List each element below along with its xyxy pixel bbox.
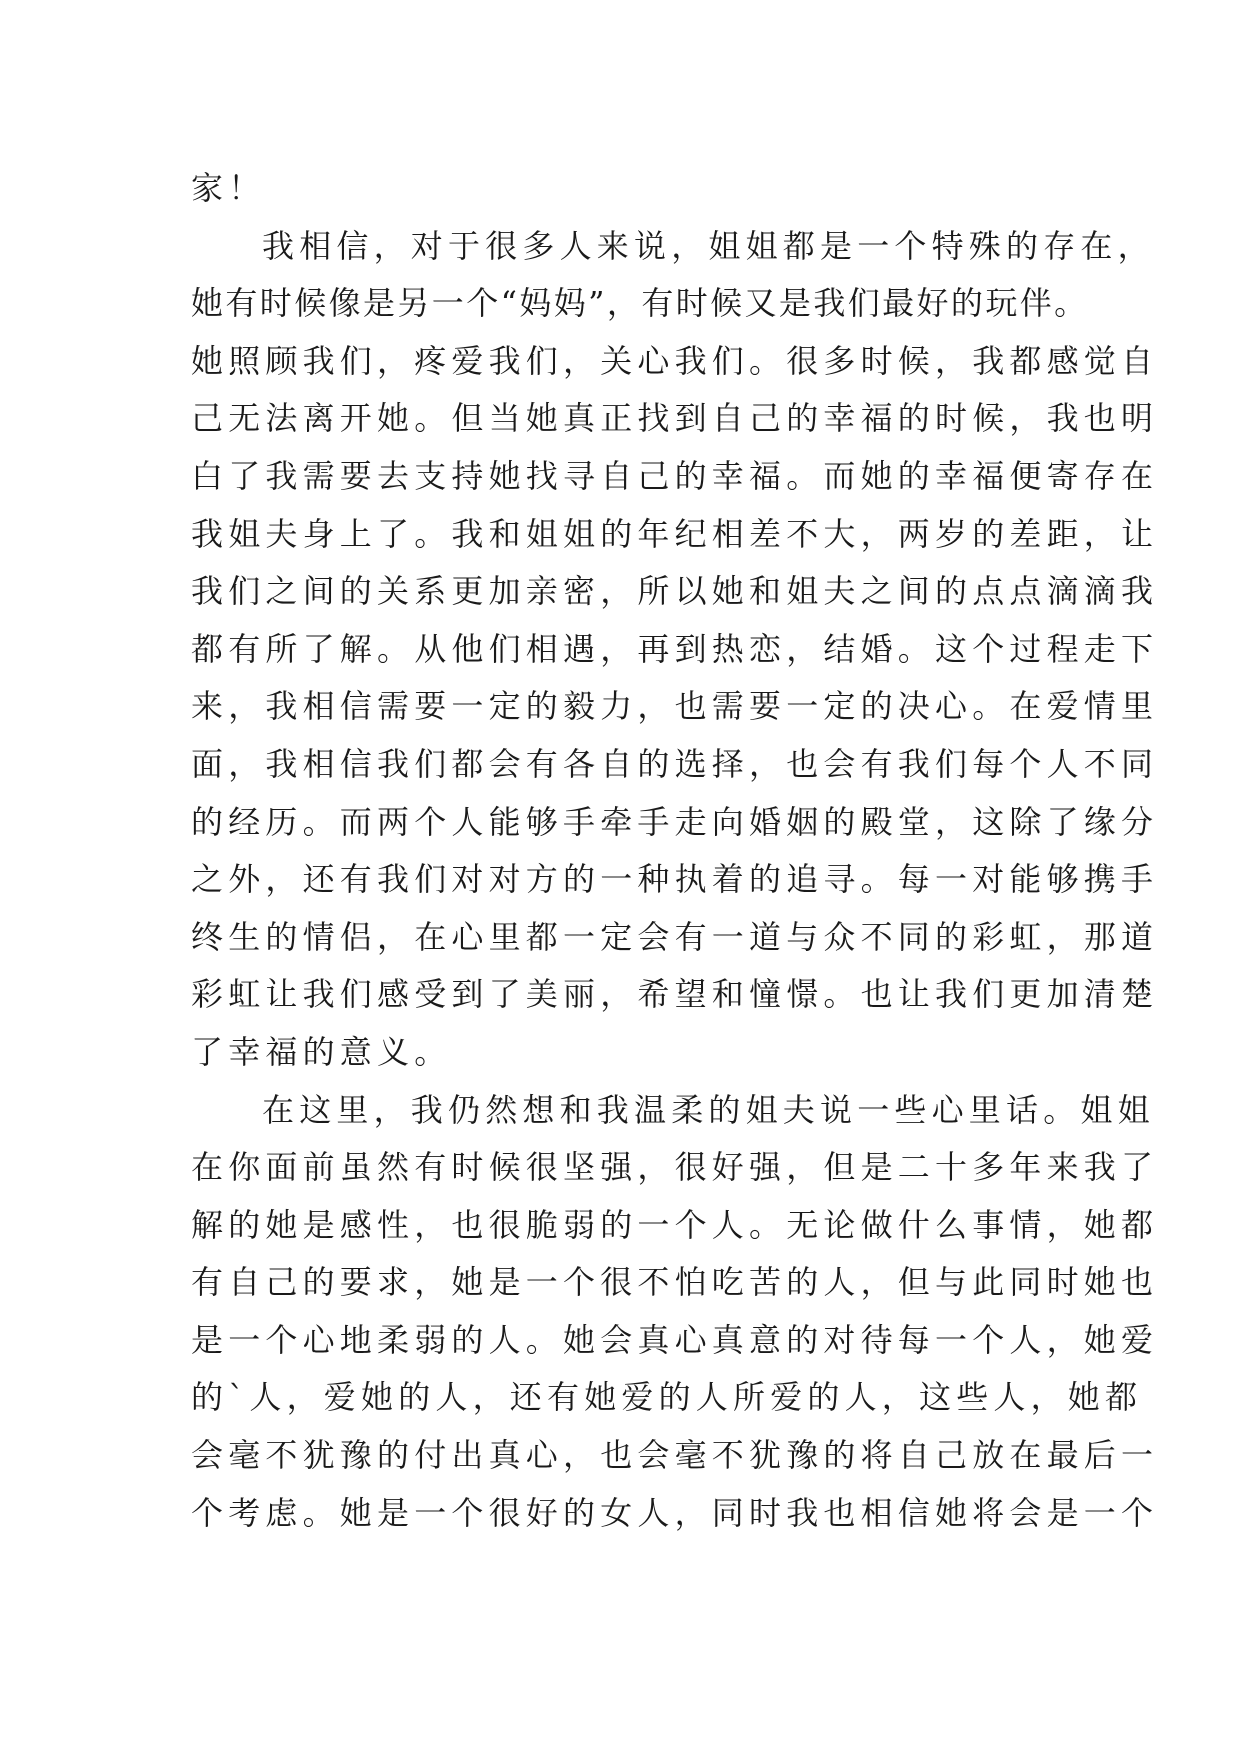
- text-line: 来，我相信需要一定的毅力，也需要一定的决心。在爱情里: [191, 687, 1159, 726]
- paragraph-start-line: 在这里，我仍然想和我温柔的姐夫说一些心里话。姐姐: [262, 1090, 1155, 1129]
- text-line: 她有时候像是另一个“妈妈”，有时候又是我们最好的玩伴。: [191, 284, 1089, 323]
- text-line: 终生的情侣，在心里都一定会有一道与众不同的彩虹，那道: [191, 917, 1159, 956]
- text-line: 有自己的要求，她是一个很不怕吃苦的人，但与此同时她也: [191, 1263, 1159, 1302]
- text-line: 会毫不犹豫的付出真心，也会毫不犹豫的将自己放在最后一: [191, 1436, 1159, 1475]
- text-line: 的经历。而两个人能够手牵手走向婚姻的殿堂，这除了缘分: [191, 802, 1159, 841]
- body-text: [191, 160, 1159, 1542]
- text-line: 在你面前虽然有时候很坚强，很好强，但是二十多年来我了: [191, 1148, 1159, 1187]
- text-line: 我姐夫身上了。我和姐姐的年纪相差不大，两岁的差距，让: [191, 514, 1159, 553]
- text-line: 是一个心地柔弱的人。她会真心真意的对待每一个人，她爱: [191, 1320, 1159, 1359]
- text-line: 都有所了解。从他们相遇，再到热恋，结婚。这个过程走下: [191, 629, 1159, 668]
- text-line: 彩虹让我们感受到了美丽，希望和憧憬。也让我们更加清楚: [191, 975, 1159, 1014]
- text-line: 解的她是感性，也很脆弱的一个人。无论做什么事情，她都: [191, 1205, 1159, 1244]
- text-line: 己无法离开她。但当她真正找到自己的幸福的时候，我也明: [191, 399, 1159, 438]
- text-line: 面，我相信我们都会有各自的选择，也会有我们每个人不同: [191, 744, 1159, 783]
- text-line: 白了我需要去支持她找寻自己的幸福。而她的幸福便寄存在: [191, 456, 1159, 495]
- paragraph-start-line: 我相信，对于很多人来说，姐姐都是一个特殊的存在，: [262, 226, 1155, 265]
- text-line: 之外，还有我们对对方的一种执着的追寻。每一对能够携手: [191, 860, 1159, 899]
- text-line: 家！: [191, 169, 266, 207]
- text-line: 了幸福的意义。: [191, 1032, 452, 1071]
- text-line: 我们之间的关系更加亲密，所以她和姐夫之间的点点滴滴我: [191, 572, 1159, 611]
- text-line: 个考虑。她是一个很好的女人，同时我也相信她将会是一个: [191, 1493, 1159, 1532]
- text-line: 的`人，爱她的人，还有她爱的人所爱的人，这些人，她都: [191, 1378, 1143, 1417]
- text-line: 她照顾我们，疼爱我们，关心我们。很多时候，我都感觉自: [191, 341, 1159, 380]
